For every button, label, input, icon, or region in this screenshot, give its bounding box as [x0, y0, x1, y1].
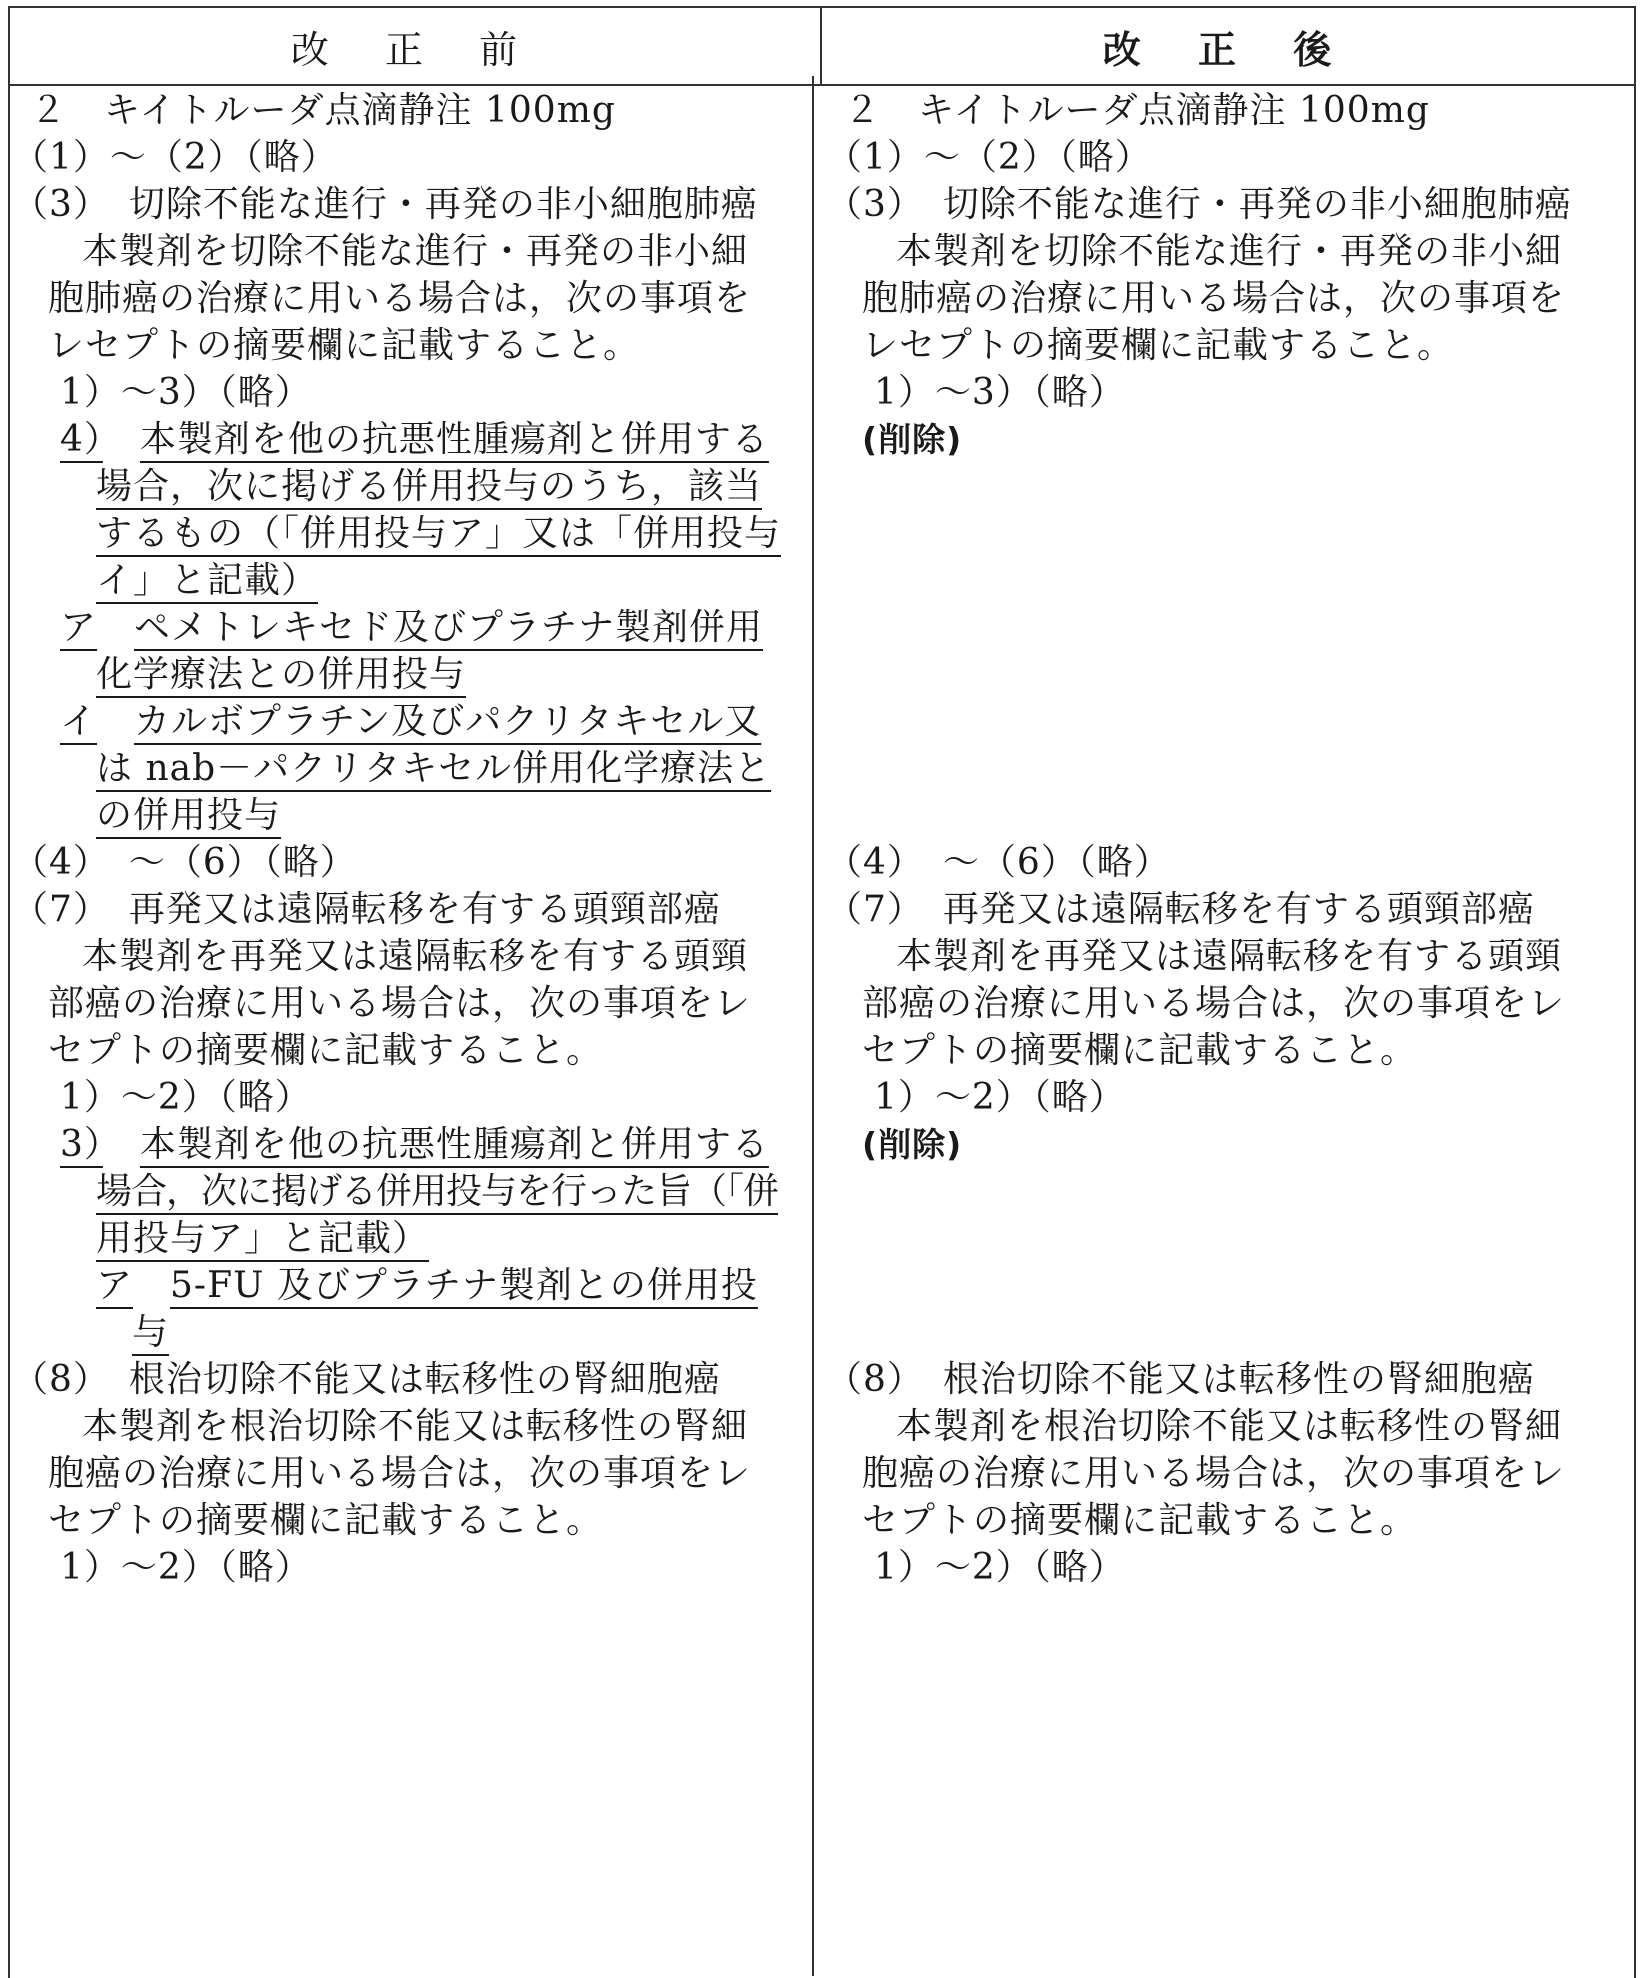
item-1-2-omitted: （1）～（2）（略） — [826, 137, 1152, 178]
item-7-body-1: 本製剤を再発又は遠隔転移を有する頭頸 — [82, 936, 749, 977]
a-marker: ア — [60, 607, 98, 648]
sub-3-number: 3） — [60, 1124, 103, 1165]
item-3-sub-1-3-omitted: 1）～3）（略） — [874, 372, 1126, 413]
item-7-body-3: セプトの摘要欄に記載すること。 — [862, 1030, 1418, 1071]
item-2-title: ２ キイトルーダ点滴静注 100mg — [30, 90, 616, 131]
item-3-body-2: 胞肺癌の治療に用いる場合は，次の事項を — [862, 278, 1566, 319]
item-7-heading: （7） 再発又は遠隔転移を有する頭頸部癌 — [12, 889, 721, 930]
item-7-sub-1-2-omitted: 1）～2）（略） — [60, 1077, 312, 1118]
item-3-i-line-2: は nab－パクリタキセル併用化学療法と — [96, 748, 772, 789]
item-4-6-omitted: （4） ～（6）（略） — [826, 842, 1171, 883]
item-8-body-3: セプトの摘要欄に記載すること。 — [862, 1500, 1418, 1541]
item-8-body-2: 胞癌の治療に用いる場合は，次の事項をレ — [48, 1453, 752, 1494]
item-3-sub-4-line-4: イ」と記載） — [96, 560, 319, 601]
item-8-body-3: セプトの摘要欄に記載すること。 — [48, 1500, 604, 1541]
a-text: ペメトレキセド及びプラチナ製剤併用 — [134, 607, 764, 648]
item-8-heading: （8） 根治切除不能又は転移性の腎細胞癌 — [12, 1359, 721, 1400]
item-7-body-2: 部癌の治療に用いる場合は，次の事項をレ — [862, 983, 1566, 1024]
item-7-heading: （7） 再発又は遠隔転移を有する頭頸部癌 — [826, 889, 1535, 930]
item-3-heading: （3） 切除不能な進行・再発の非小細胞肺癌 — [826, 184, 1572, 225]
item-3-body-1: 本製剤を切除不能な進行・再発の非小細 — [82, 231, 749, 272]
item-1-2-omitted: （1）～（2）（略） — [12, 137, 338, 178]
item-8-body-1: 本製剤を根治切除不能又は転移性の腎細 — [82, 1406, 749, 1447]
item-3-body-3: レセプトの摘要欄に記載すること。 — [862, 325, 1455, 366]
item-3-sub-4-line-2: 場合，次に掲げる併用投与のうち，該当 — [96, 466, 763, 507]
i-text: カルボプラチン及びパクリタキセル又 — [134, 701, 762, 742]
item-7-sub-3-line-2: 場合，次に掲げる併用投与を行った旨（「併 — [96, 1171, 779, 1212]
column-divider — [812, 76, 814, 1976]
sub-4-number: 4） — [60, 419, 103, 460]
item-7-a-line-2: 与 — [132, 1312, 170, 1353]
item-8-sub-1-2-omitted: 1）～2）（略） — [60, 1547, 312, 1588]
a2-text: 5-FU 及びプラチナ製剤との併用投 — [170, 1265, 758, 1306]
item-7-sub-1-2-omitted: 1）～2）（略） — [874, 1077, 1126, 1118]
item-7-a-line-1 — [96, 1257, 758, 1315]
item-2-title: ２ キイトルーダ点滴静注 100mg — [844, 90, 1430, 131]
item-7-sub-3-line-3: 用投与ア」と記載） — [96, 1218, 430, 1259]
item-8-heading: （8） 根治切除不能又は転移性の腎細胞癌 — [826, 1359, 1535, 1400]
i-marker: イ — [60, 701, 98, 742]
item-3-body-1: 本製剤を切除不能な進行・再発の非小細 — [896, 231, 1563, 272]
sub-4-text: 本製剤を他の抗悪性腫瘍剤と併用する — [139, 419, 769, 460]
item-7-body-2: 部癌の治療に用いる場合は，次の事項をレ — [48, 983, 752, 1024]
table-header-row — [10, 8, 1634, 86]
item-7-body-3: セプトの摘要欄に記載すること。 — [48, 1030, 604, 1071]
header-before: 改 正 前 — [10, 8, 822, 84]
item-3-sub-4-line-3: するもの（「併用投与ア」又は「併用投与 — [96, 513, 782, 554]
header-after: 改 正 後 — [1102, 27, 1354, 72]
sub-3-text: 本製剤を他の抗悪性腫瘍剤と併用する — [139, 1124, 769, 1165]
item-7-body-1: 本製剤を再発又は遠隔転移を有する頭頸 — [896, 936, 1563, 977]
item-4-6-omitted: （4） ～（6）（略） — [12, 842, 357, 883]
item-3-sub-1-3-omitted: 1）～3）（略） — [60, 372, 312, 413]
item-8-body-2: 胞癌の治療に用いる場合は，次の事項をレ — [862, 1453, 1566, 1494]
item-8-body-1: 本製剤を根治切除不能又は転移性の腎細 — [896, 1406, 1563, 1447]
item-3-heading: （3） 切除不能な進行・再発の非小細胞肺癌 — [12, 184, 758, 225]
item-3-body-2: 胞肺癌の治療に用いる場合は，次の事項を — [48, 278, 752, 319]
item-3-i-line-3: の併用投与 — [96, 795, 282, 836]
item-8-sub-1-2-omitted: 1）～2）（略） — [874, 1547, 1126, 1588]
a2-marker: ア — [96, 1265, 134, 1306]
item-3-body-3: レセプトの摘要欄に記載すること。 — [48, 325, 641, 366]
deleted-marker-item-3: (削除) — [862, 420, 963, 459]
item-3-a-line-2: 化学療法との併用投与 — [96, 654, 467, 695]
deleted-marker-item-7: (削除) — [862, 1125, 963, 1164]
